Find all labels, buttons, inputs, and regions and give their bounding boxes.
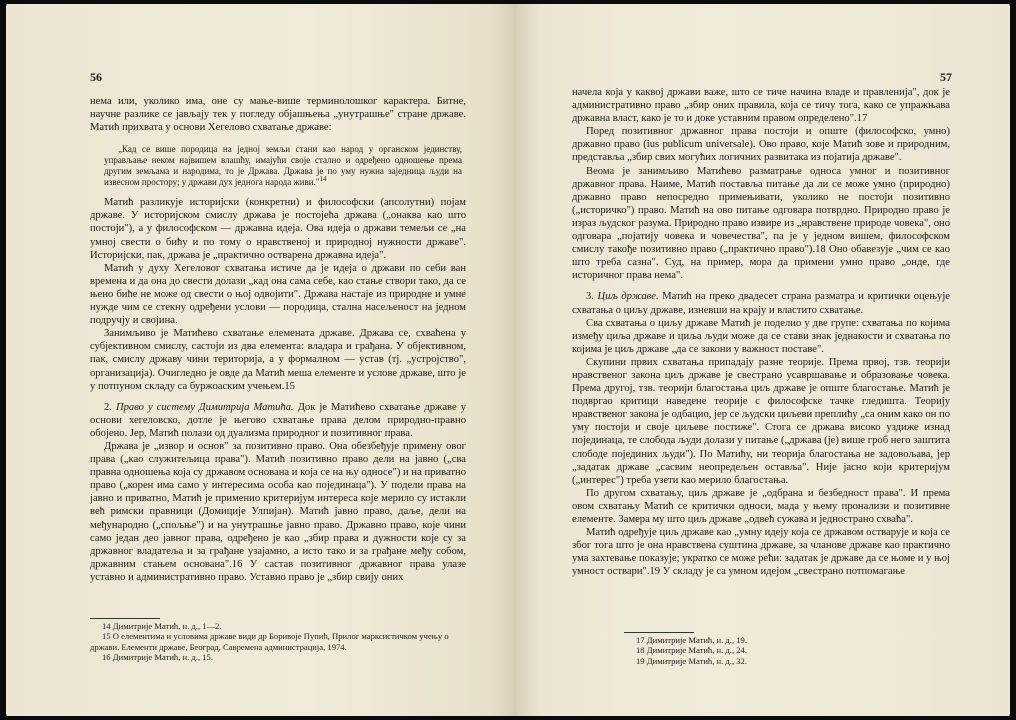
paragraph: Скупини првих схватања припадају разне теорије. Према првој, тзв. теорији нравственог закона циљ државе је свестрано усавршавање и образовање човека. Према другој, тзв. теорији благостања циљ државе је опште благостање. Матић је подвргао критици наведене теорије с философске тачке гледишта. Теорију нравственог закона је одбацио, јер се људски циљеви преплићу „са оним како он по уму постоји и своје циљеве постиже". Стога се држава високо уздиже изнад појединаца, те слобода људи долази у питање („држава (је) више гроб него заштита слободе појединих људи"). По Матићу, ни теорија благостања не задовољава, јер „задатак државе „сасвим неопредељен оставља". Није јасно који критеријум („интерес") треба узети као мерило благостања. (572, 356, 951, 486)
footnote-rule (624, 632, 694, 633)
section-heading-paragraph (572, 290, 950, 316)
paragraph: Матић разликује историјски (конкретни) и философски (апсолутни) појам државе. У историјском смислу држава је постојећа држава („онаква као што постоји"), а у философском — државна идеја. Ова идеја о држави темељи се „на умној свести о бићу и по тому о нравственој и природној нужности државе". Историјски, пак, држава је „практично остварена државна идеја". (90, 197, 466, 261)
footnotes-left (90, 618, 466, 663)
footnote-rule (90, 618, 160, 619)
paragraph: По другом схватању, циљ државе је „одбрана и безбедност права". И према овом схватању Матић се критички односи, мада у њему пронализи и позитивне елементе. Замера му што циљ државе „одвећ сужава и једнострано схваћа". (572, 487, 950, 525)
footnote: 19 Димитрије Матић, н. д., 32. (636, 655, 747, 666)
paragraph: Матић одређује циљ државе као „умну идеју која се државом остварује и која се због тога што је она нравствена суштина државе, за чланове државе као практично ума захтевање показује; укратко се може рећи: задатак је државе да се њоме и у њој умност оствари".19 У складу је са умном идејом „свестрано потпомагање (572, 527, 950, 578)
page-number-right: 57 (940, 70, 952, 84)
footnote: 14 Димитрије Матић, н. д., 1—2. (102, 621, 222, 631)
section-number: 3. (586, 291, 594, 303)
right-page-body (572, 86, 950, 578)
quote-text: „Кад се више породица на једној земљи стани као народ у органском јединству, управљање неком највишем влашћу, имајући своје стално и одређено одношење према другим земљама и народима, то је Држава. Држава је по уму нужна заједница људи на извесном простору; у држави дух једнога народа живи." (104, 144, 462, 188)
right-page (516, 4, 1010, 716)
paragraph: Држава је „извор и основ" за позитивно право. Она обезбеђује примену овог права („као служитељица права"). Матић позитивно право дели на јавно („сва правна одношења која су државом основана и која се на њу односе") и на приватно право („корен има само у интересима особа као појединаца"). У подели права на јавно и приватно, Матић је применио критеријум интереса које мерило су истакли већ римски правници (Домиције Улпијан). Матић јавно право, даље, дели на међународно („спољње") и на унутрашње јавно право. Државно право, које чини само један део јавног права, одређено је као „збир права и дужности које су за државног владатеља и за грађане узајамно, а исто тако и за грађане међу собом, државним стањем основана".16 У састав позитивног државног права улазе уставно и административно право. Уставно право је „збир свију оних (90, 440, 466, 583)
paragraph-text: Матић на преко двадесет страна разматра и критички оцењује схватања о циљу државе, изневши на крају и властито схватање. (572, 291, 950, 316)
section-heading-paragraph (90, 401, 466, 440)
left-page (6, 4, 516, 716)
left-page-body (90, 95, 466, 584)
block-quote (104, 144, 462, 188)
paragraph: нема или, уколико има, оне су мање-више терминолошког карактера. Битне, научне разлике се јављају тек у погледу објашњења „унутрашње" стране државе. Матић прихвата у основи Хегелово схватање државе: (90, 96, 466, 134)
section-number: 2. (104, 401, 112, 413)
section-title: Циљ државе. (597, 291, 659, 303)
paragraph: Поред позитивног државног права постоји и опште (философско, умно) државно право (ius publicum universale). Ово право, које Матић зове и природним, представља „збир свих могућих логичних развитака из појатија државе". (572, 126, 950, 164)
paragraph: Веома је занимљиво Матићево разматрање односа умног и позитивног државног права. Наиме, Матић поставља питање да ли се може умно (природно) државно право непосредно примењивати, уколико не постоји позитивно („историчко") право. Матић на ово питање одговара потврдно. Природно право је израз људског разума. Природно право извире из „нравствене природе човека", оно одговара „појатију човека и човечества", па је у једном вишем, философском смислу такође позитивно право („практично право").18 Оно обавезује „чим се као што треба сазна". Суд, на пример, мора да примени умно право „онде, где историчног права нема". (572, 165, 950, 282)
footnotes-right (624, 632, 824, 666)
footnote: 15 О елементима и условима државе види др Боривоје Пупић, Прилог марксистичком учењу о држави. Елементи државе, Београд, Савремена администрација, 1974. (90, 631, 449, 652)
paragraph: начела која у каквој држави важе, што се тиче начина владе и правлениja", док је административно право „збир оних правила, која се тичу тога, како се упражњава државна власт, како је то и доке уставним правом определено".17 (572, 87, 950, 125)
paragraph: Занимљиво је Матићево схватање елемената државе. Држава се, схваћена у субјективном смислу, састоји из два елемента: владара и грађана. У објективном, пак, смислу државу чини територија, а у формалном — устав (тј. „устројство", организација). Очигледно је овде да Матић меша елементе и услове државе, што је у потпуном складу са буржоаским учењем.15 (90, 328, 466, 392)
footnote: 16 Димитрије Матић, н. д., 15. (102, 652, 213, 663)
footnote: 17 Димитрије Матић, н. д., 19. (636, 635, 747, 645)
paragraph: Сва схватања о циљу државе Матић је поделио у две групе: схватања по којима између циља државе и циља људи може да се стави знак једнакости и схватања по којима је циљ државе „да се закони у важност поставе". (572, 317, 950, 355)
book-spread (6, 4, 1010, 716)
page-number-left: 56 (90, 70, 102, 84)
section-title: Право у систему Димитрија Матића. (115, 401, 294, 413)
footnote: 18 Димитрије Матић, н. д., 24. (636, 645, 747, 656)
paragraph: Матић у духу Хегеловог схватања истиче да је идеја о држави по себи ван времена и да она до свести долази „кад она сама себе, као стање створи тако, да се њено биће не може од свести о њој одвојити". Држава настаје из природне и умне нужде чим се стекну одређени услови — породица, стална насељеност на једном подручју и својина. (90, 262, 466, 327)
footnote-ref: 14 (319, 175, 327, 184)
paragraph-text: Док је Матићево схватање државе у основи хегеловско, дотле је његово схватање права делом природно-правно обојено. Јер, Матић полази од дуализма природног и позитивног права. (90, 401, 466, 439)
